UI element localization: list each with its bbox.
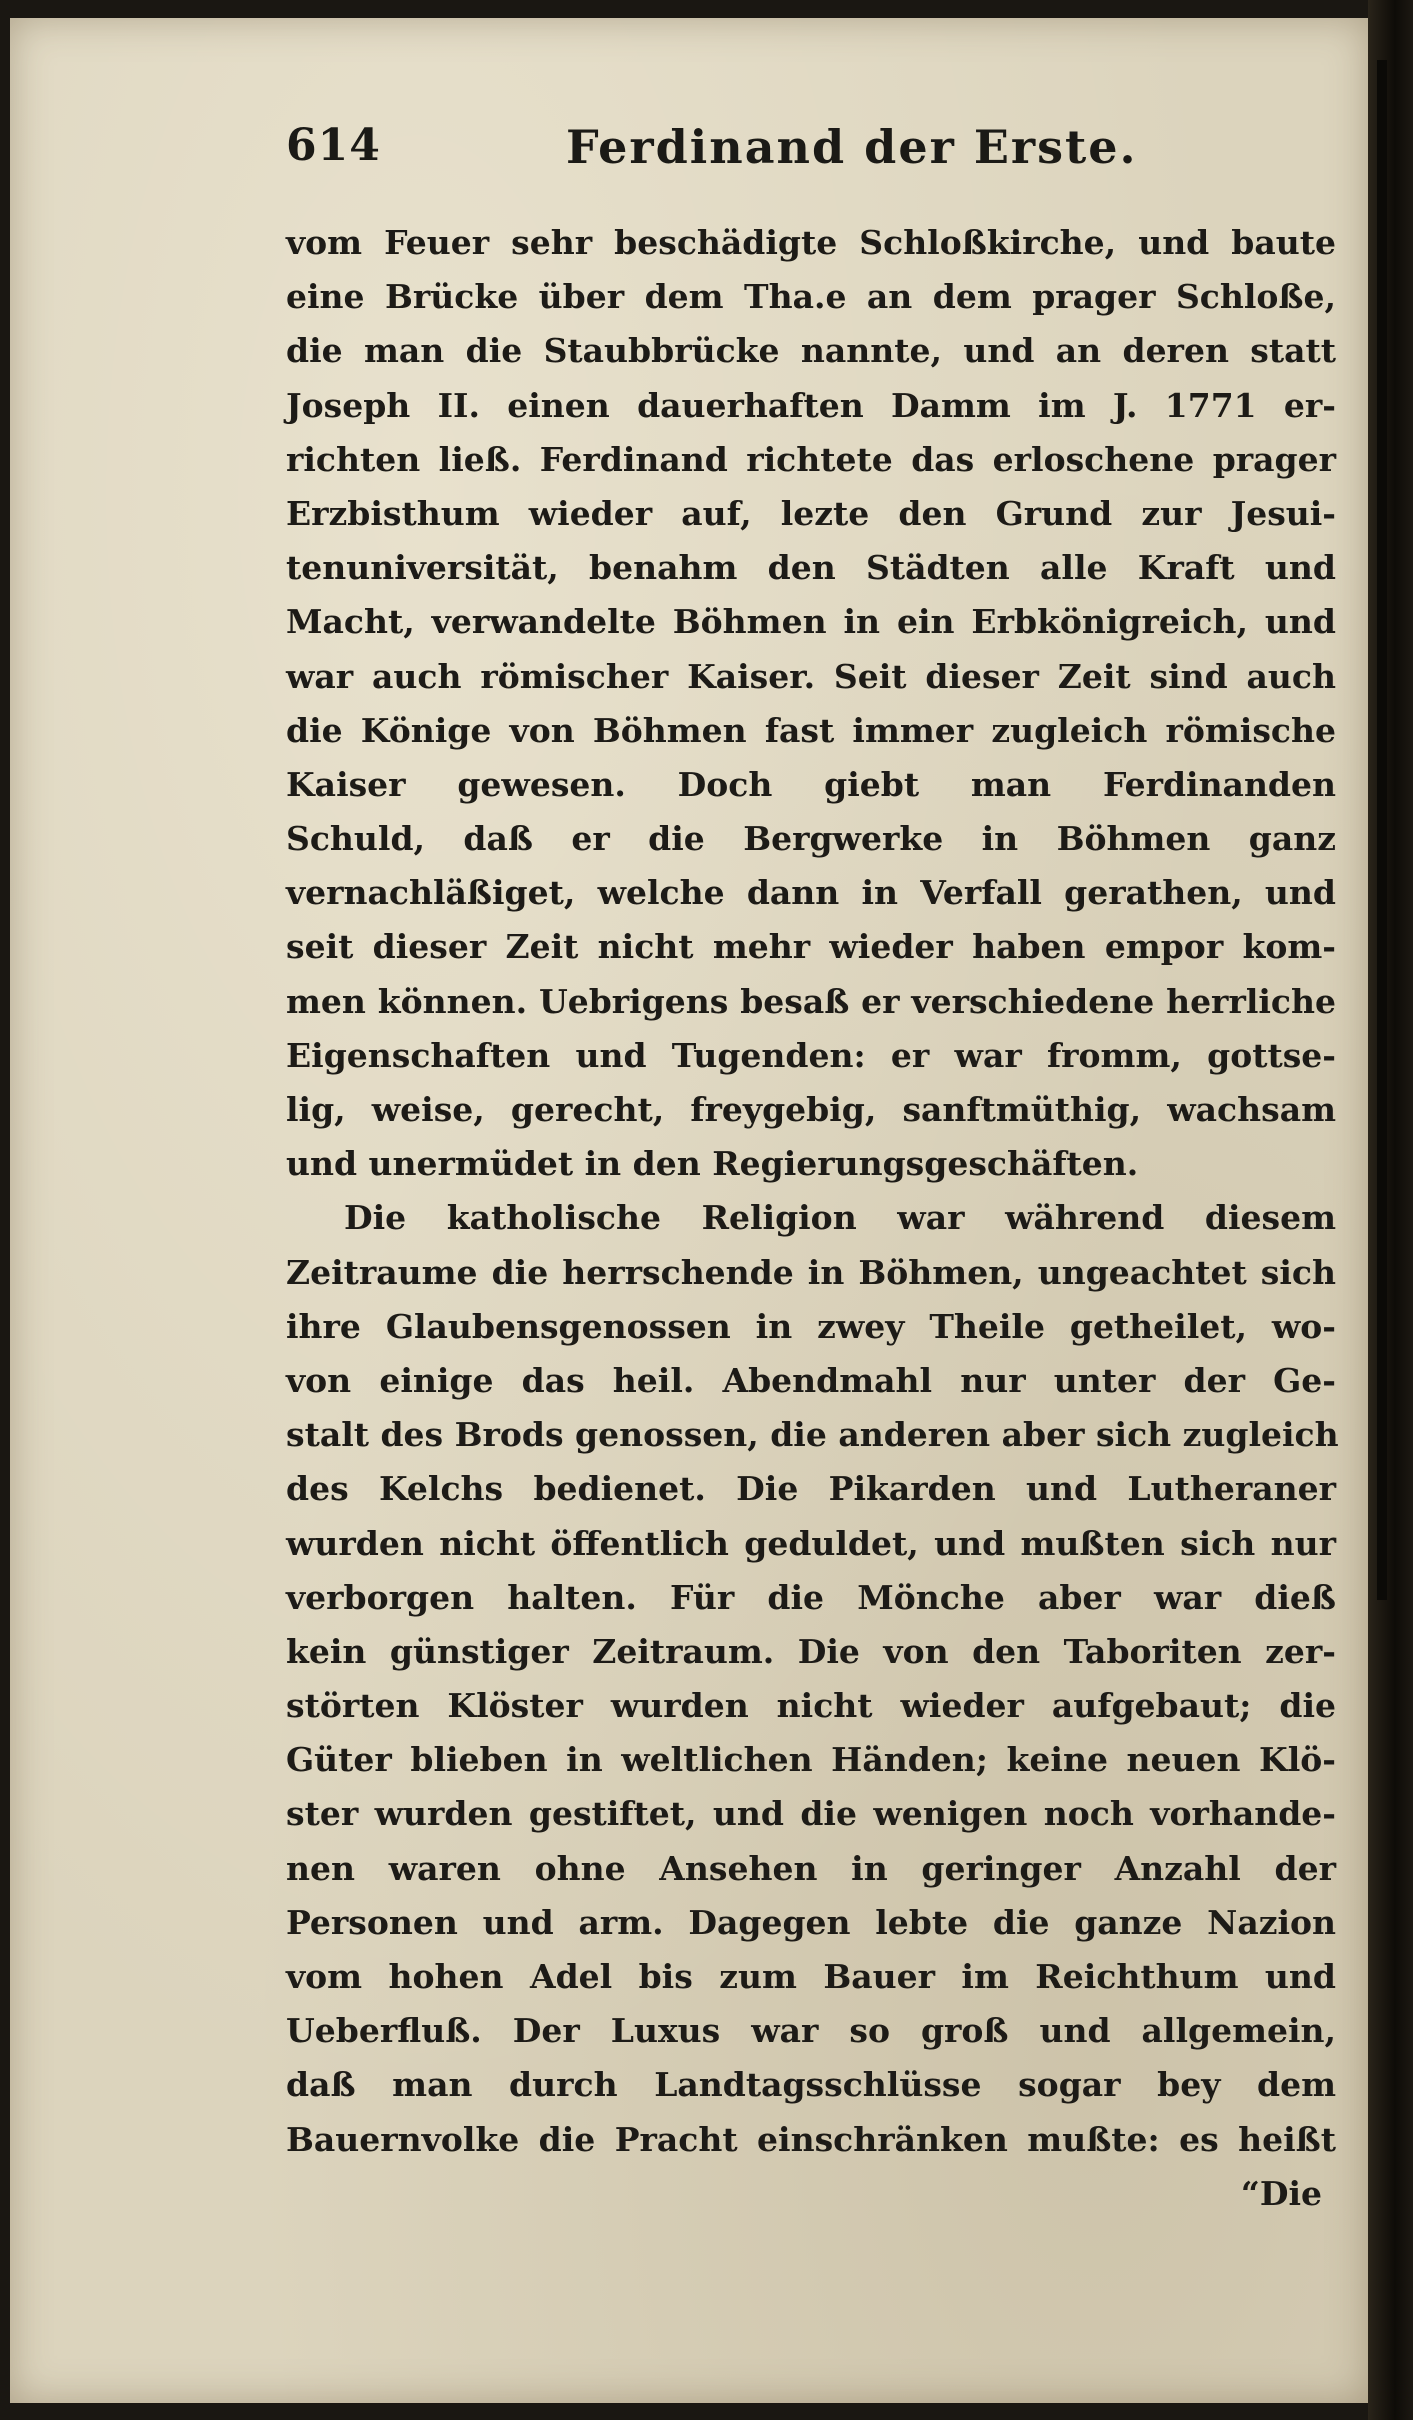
text-line: tenuniversität, benahm den Städten alle Kraft und	[286, 548, 1336, 588]
text-line: Personen und arm. Dagegen lebte die ganze Nazion	[286, 1902, 1336, 1942]
page-header	[286, 120, 1316, 190]
text-line: daß man durch Landtagsschlüsse sogar bey dem	[286, 2065, 1336, 2105]
text-line: die man die Staubbrücke nannte, und an deren statt	[286, 331, 1336, 371]
text-line: Ueberfluß. Der Luxus war so groß und allgemein,	[286, 2011, 1336, 2051]
paragraph	[286, 216, 1336, 1191]
text-line: kein günstiger Zeitraum. Die von den Taboriten zer-	[286, 1631, 1336, 1671]
text-line: die Könige von Böhmen fast immer zugleich römische	[286, 710, 1336, 750]
book-spine	[1368, 0, 1413, 2420]
text-line: eine Brücke über dem Tha.e an dem prager Schloße,	[286, 277, 1336, 317]
body-text	[286, 216, 1339, 2221]
text-line: Kaiser gewesen. Doch giebt man Ferdinanden	[286, 764, 1336, 804]
text-line: Die katholische Religion war während diesem	[344, 1198, 1336, 1238]
text-line: verborgen halten. Für die Mönche aber war dieß	[286, 1577, 1336, 1617]
text-line: Macht, verwandelte Böhmen in ein Erbkönigreich, und	[286, 602, 1336, 642]
text-line: ihre Glaubensgenossen in zwey Theile getheilet, wo-	[286, 1306, 1336, 1346]
catchword-row	[286, 2167, 1336, 2221]
page-number: 614	[286, 120, 381, 171]
text-line: seit dieser Zeit nicht mehr wieder haben empor kom-	[286, 927, 1336, 967]
catchword: “Die	[1240, 2173, 1322, 2213]
text-line: men können. Uebrigens besaß er verschiedene herrliche	[286, 981, 1336, 1021]
text-line: und unermüdet in den Regierungsgeschäften.	[286, 1144, 1139, 1184]
text-line: ster wurden gestiftet, und die wenigen noch vorhande-	[286, 1794, 1336, 1834]
text-line: nen waren ohne Ansehen in geringer Anzahl der	[286, 1848, 1336, 1888]
text-line: Erzbisthum wieder auf, lezte den Grund zur Jesui-	[286, 493, 1336, 533]
text-line: Joseph II. einen dauerhaften Damm im J. 1771 er-	[286, 385, 1336, 425]
text-line: vom Feuer sehr beschädigte Schloßkirche, und baute	[286, 223, 1336, 262]
text-line: stalt des Brods genossen, die anderen aber sich zugleich	[286, 1415, 1339, 1455]
paragraphs	[286, 216, 1339, 2167]
text-line: des Kelchs bedienet. Die Pikarden und Lutheraner	[286, 1469, 1336, 1509]
text-line: Bauernvolke die Pracht einschränken mußte: es heißt	[286, 2119, 1336, 2159]
text-line: war auch römischer Kaiser. Seit dieser Zeit sind auch	[286, 656, 1336, 696]
paragraph	[286, 1191, 1339, 2166]
text-line: Schuld, daß er die Bergwerke in Böhmen ganz	[286, 819, 1336, 859]
text-line: Güter blieben in weltlichen Händen; keine neuen Klö-	[286, 1740, 1336, 1780]
text-line: Eigenschaften und Tugenden: er war fromm, gottse-	[286, 1035, 1336, 1075]
text-line: störten Klöster wurden nicht wieder aufgebaut; die	[286, 1686, 1336, 1726]
text-line: vom hohen Adel bis zum Bauer im Reichthum und	[286, 1957, 1336, 1996]
text-line: vernachläßiget, welche dann in Verfall gerathen, und	[286, 873, 1336, 913]
text-line: wurden nicht öffentlich geduldet, und mußten sich nur	[286, 1523, 1336, 1563]
text-line: Zeitraume die herrschende in Böhmen, ungeachtet sich	[286, 1252, 1336, 1292]
running-title: Ferdinand der Erste.	[566, 120, 1138, 174]
text-line: lig, weise, gerecht, freygebig, sanftmüthig, wachsam	[286, 1090, 1336, 1129]
text-line: richten ließ. Ferdinand richtete das erloschene prager	[286, 439, 1336, 479]
spine-edge	[1377, 60, 1387, 1600]
text-line: von einige das heil. Abendmahl nur unter der Ge-	[286, 1360, 1336, 1400]
